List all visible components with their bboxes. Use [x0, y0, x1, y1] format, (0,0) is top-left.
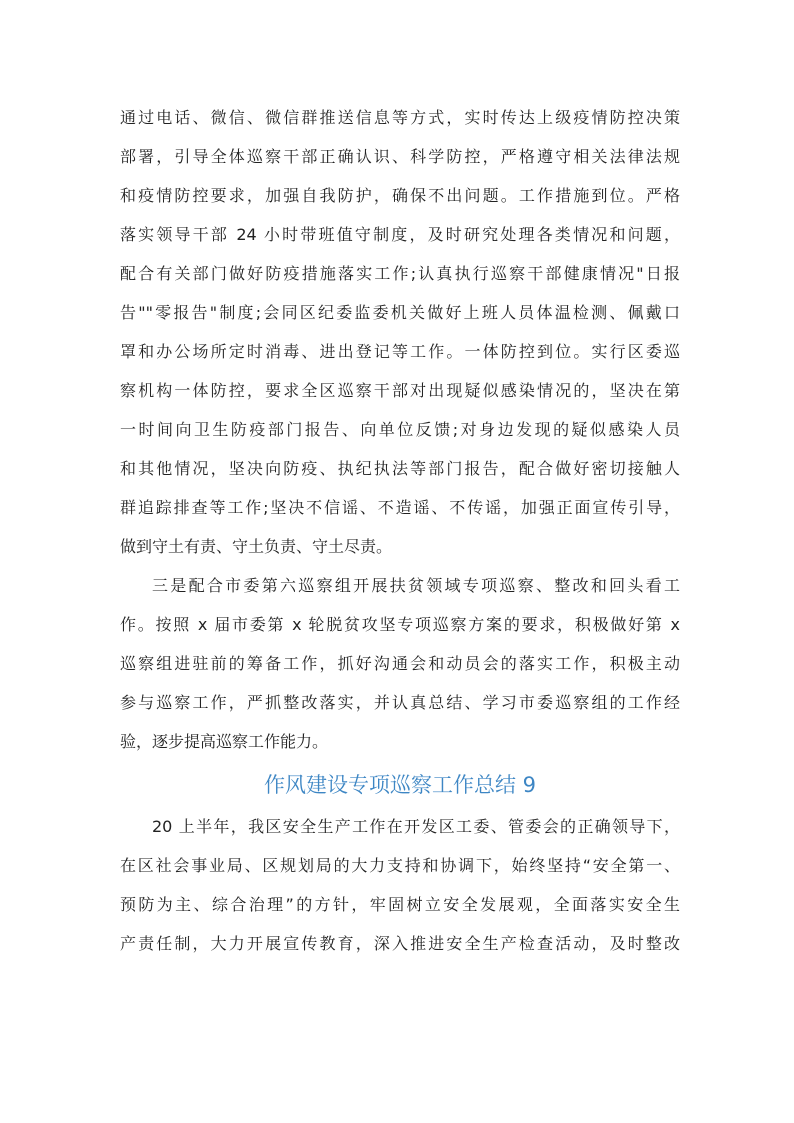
text-line: 罩和办公场所定时消毒、进出登记等工作。一体防控到位。实行区委巡 — [120, 342, 680, 361]
text-line: 参与巡察工作，严抓整改落实，并认真总结、学习市委巡察组的工作经 — [120, 693, 680, 712]
section-heading: 作风建设专项巡察工作总结 9 — [263, 773, 537, 797]
text-line: 验，逐步提高巡察工作能力。 — [120, 732, 329, 751]
text-line: 察机构一体防控，要求全区巡察干部对出现疑似感染情况的，坚决在第 — [120, 381, 680, 400]
text-line: 配合有关部门做好防疫措施落实工作;认真执行巡察干部健康情况"日报 — [120, 264, 680, 283]
text-line: 巡察组进驻前的筹备工作，抓好沟通会和动员会的落实工作，积极主动 — [120, 654, 680, 673]
text-line: 和疫情防控要求，加强自我防护，确保不出问题。工作措施到位。严格 — [120, 186, 680, 205]
text-line: 一时间向卫生防疫部门报告、向单位反馈;对身边发现的疑似感染人员 — [120, 420, 680, 439]
text-line: 做到守土有责、守土负责、守土尽责。 — [120, 537, 393, 556]
paragraph-epidemic-prevention — [120, 98, 680, 566]
text-line: 三是配合市委第六巡察组开展扶贫领域专项巡察、整改和回头看工 — [152, 576, 680, 595]
text-line: 部署，引导全体巡察干部正确认识、科学防控，严格遵守相关法律法规 — [120, 147, 680, 166]
text-line: 告""零报告"制度;会同区纪委监委机关做好上班人员体温检测、佩戴口 — [120, 303, 680, 322]
text-line: 作。按照 x 届市委第 x 轮脱贫攻坚专项巡察方案的要求，积极做好第 x — [120, 615, 680, 634]
text-line: 在区社会事业局、区规划局的大力支持和协调下，始终坚持“安全第一、 — [120, 856, 680, 875]
text-line: 预防为主、综合治理”的方针，牢固树立安全发展观，全面落实安全生 — [120, 895, 680, 914]
text-line: 产责任制，大力开展宣传教育，深入推进安全生产检查活动，及时整改 — [120, 934, 680, 953]
text-line: 和其他情况，坚决向防疫、执纪执法等部门报告，配合做好密切接触人 — [120, 459, 680, 478]
paragraph-safety-production — [120, 807, 680, 963]
document-body — [120, 98, 680, 963]
text-line: 群追踪排查等工作;坚决不信谣、不造谣、不传谣，加强正面宣传引导， — [120, 498, 680, 517]
paragraph-inspection-cooperation — [120, 566, 680, 761]
text-line: 20 上半年，我区安全生产工作在开发区工委、管委会的正确领导下， — [152, 817, 680, 836]
text-line: 落实领导干部 24 小时带班值守制度，及时研究处理各类情况和问题， — [120, 225, 680, 244]
text-line: 通过电话、微信、微信群推送信息等方式，实时传达上级疫情防控决策 — [120, 108, 680, 127]
